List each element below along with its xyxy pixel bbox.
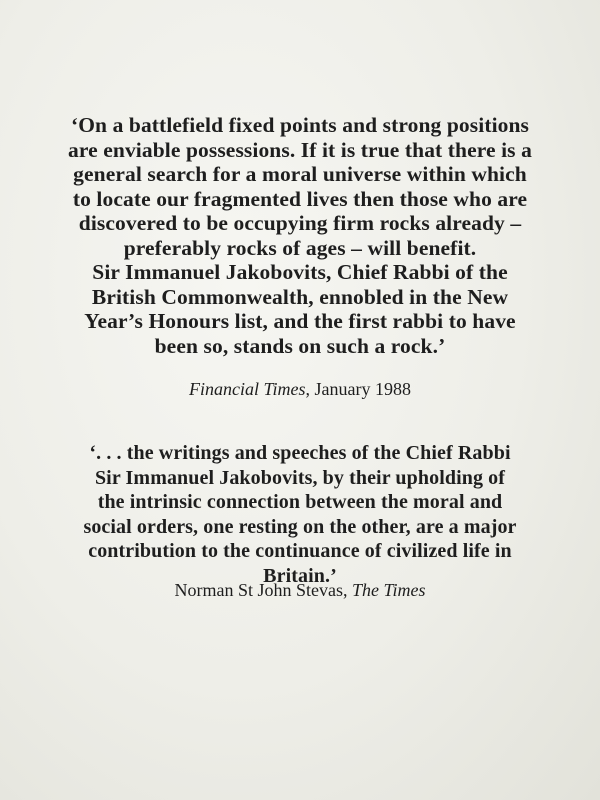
quote-line: Year’s Honours list, and the first rabbi to have bbox=[84, 309, 516, 333]
quote-line: been so, stands on such a rock.’ bbox=[154, 333, 446, 358]
review-quote-financial-times bbox=[20, 113, 580, 358]
quote-line: the intrinsic connection between the moral and bbox=[97, 491, 503, 513]
quote-line: ‘On a battlefield fixed points and strong positions bbox=[70, 113, 530, 137]
quote-line: Britain.’ bbox=[263, 564, 337, 587]
quote-line: ‘. . . the writings and speeches of the Chief Rabbi bbox=[89, 442, 511, 464]
quote-line: general search for a moral universe within which bbox=[73, 162, 527, 186]
quote-line: contribution to the continuance of civilized life in bbox=[88, 540, 512, 562]
quote-line: Sir Immanuel Jakobovits, by their upholding of bbox=[94, 466, 506, 489]
quote-attribution-financial-times bbox=[20, 378, 580, 400]
quote-attribution-the-times bbox=[20, 579, 580, 601]
attribution-author: Norman St John Stevas, bbox=[174, 580, 352, 600]
quote-line: discovered to be occupying firm rocks already – bbox=[78, 211, 522, 235]
attribution-source: Financial Times bbox=[189, 379, 306, 399]
quote-line: to locate our fragmented lives then those who are bbox=[72, 186, 528, 211]
quote-line: British Commonwealth, ennobled in the New bbox=[91, 284, 509, 309]
attribution-source: The Times bbox=[351, 580, 426, 600]
quote-line: are enviable possessions. If it is true that there is a bbox=[68, 137, 532, 162]
quote-line: preferably rocks of ages – will benefit. bbox=[123, 235, 477, 260]
attribution-date: , January 1988 bbox=[305, 379, 411, 399]
quote-line: Sir Immanuel Jakobovits, Chief Rabbi of the bbox=[92, 260, 508, 284]
review-quote-the-times bbox=[20, 441, 580, 588]
quote-line: social orders, one resting on the other, are a major bbox=[83, 515, 517, 538]
